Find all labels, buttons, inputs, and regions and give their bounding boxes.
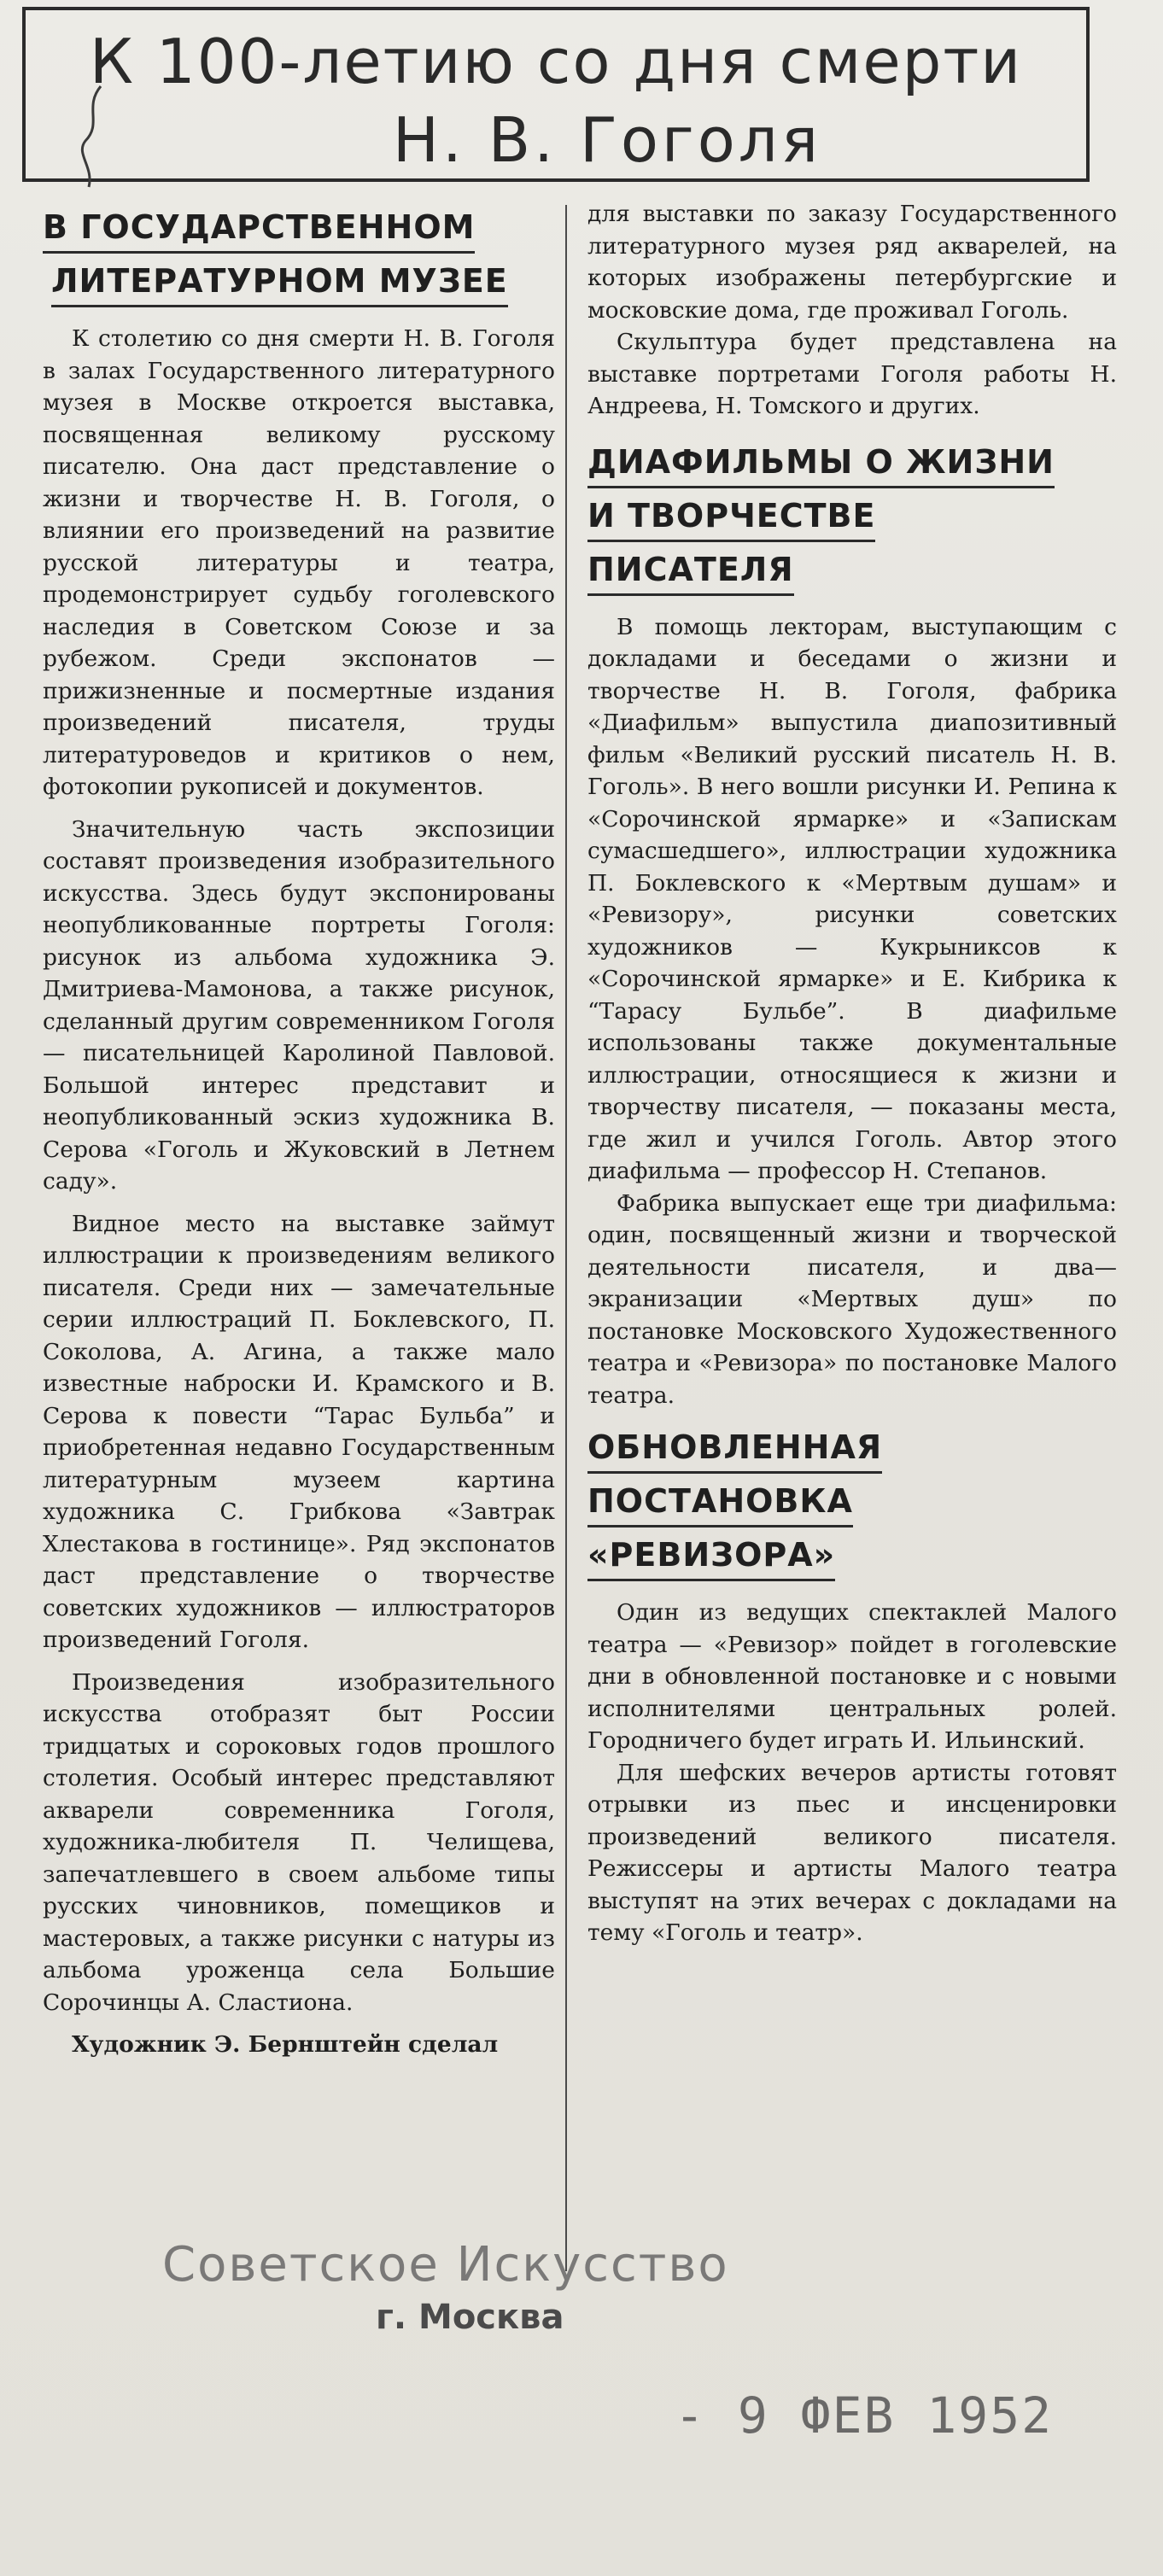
article-paragraph: для выставки по заказу Государственного литературного музея ряд акварелей, на которых изображены петербургские и московские дома, где проживал Гоголь. — [587, 201, 1117, 324]
section-heading-revizor — [587, 1427, 1117, 1581]
article-paragraph: К столетию со дня смерти Н. В. Гоголя в залах Государственного литературного музея в Москве откроется выставка, посвященная великому русскому писателю. Она даст представление о жизни и творчестве Н. В. Гоголя, о влиянии его произведений на развитие русской литературы и театра, продемонстрирует судьбу гоголевского наследия в Советском Союзе и за рубежом. Среди экспонатов — прижизненные и посмертные издания произведений писателя, труды литературоведов и критиков о нем, фотокопии рукописей и документов. — [43, 325, 555, 800]
article-paragraph: Один из ведущих спектаклей Малого театра — «Ревизор» пойдет в гоголевские дни в обновленной постановке и с новыми исполнителями центральных ролей. Городничего будет играть И. Ильинский. — [587, 1599, 1117, 1754]
left-column — [43, 198, 555, 2061]
article-paragraph: Художник Э. Бернштейн сделал — [72, 2031, 499, 2058]
heading-line: ПИСАТЕЛЯ — [587, 549, 794, 596]
headline-line-2: Н. В. Гоголя — [392, 104, 822, 176]
article-paragraph: Фабрика выпускает еще три диафильма: один, посвященный жизни и творческой деятельности писателя, и два—экранизации «Мертвых душ» по постановке Московского Художественного театра и «Ревизора» по постановке Малого театра. — [587, 1189, 1117, 1409]
headline-line-1: К 100-летию со дня смерти — [89, 26, 1023, 97]
stamp-newspaper-name: Советское Искусство — [162, 2237, 729, 2293]
article-paragraph: Значительную часть экспозиции составят произведения изобразительного искусства. Здесь будут экспонированы неопубликованные портреты Гоголя: рисунок из альбома художника Э. Дмитриева-Мамонова, а также рисунок, сделанный другим современником Гоголя — писательницей Каролиной Павловой. Большой интерес представит и неопубликованный эскиз художника В. Серова «Гоголь и Жуковский в Летнем саду». — [43, 815, 555, 1195]
heading-line: ОБНОВЛЕННАЯ — [587, 1427, 882, 1474]
stamp-city: г. Москва — [376, 2298, 564, 2337]
article-paragraph: Для шефских вечеров артисты готовят отрывки из пьес и инсценировки произведений великого писателя. Режиссеры и артисты Малого театра выступят на этих вечерах с докладами на тему «Гоголь и театр». — [587, 1759, 1117, 1946]
article-paragraph: Скульптура будет представлена на выставке портретами Гоголя работы Н. Андреева, Н. Томского и других. — [587, 329, 1117, 419]
article-paragraph: Произведения изобразительного искусства отобразят быт России тридцатых и сороковых годов прошлого столетия. Особый интерес представляют акварели современника Гоголя, художника-любителя П. Челищева, запечатлевшего в своем альбоме типы русских чиновников, помещиков и мастеровых, а также рисунки с натуры из альбома уроженца села Большие Сорочинцы А. Сластиона. — [43, 1668, 555, 2016]
heading-line: ПОСТАНОВКА — [587, 1481, 853, 1527]
heading-line: И ТВОРЧЕСТВЕ — [587, 495, 875, 542]
heading-line: ЛИТЕРАТУРНОМ МУЗЕЕ — [51, 260, 508, 307]
column-divider — [565, 205, 567, 2271]
newspaper-source-stamp — [162, 2237, 760, 2337]
section-heading-museum — [43, 207, 555, 307]
heading-line: В ГОСУДАРСТВЕННОМ — [43, 207, 475, 254]
date-stamp: - 9 ФЕВ 1952 — [675, 2386, 1054, 2445]
handwritten-pen-mark — [77, 81, 111, 192]
article-paragraph: Видное место на выставке займут иллюстрации к произведениям великого писателя. Среди них — замечательные серии иллюстраций П. Боклевского, П. Соколова, А. Агина, а также мало известные наброски И. Крамского и В. Серова к повести “Тарас Бульба” и приобретенная недавно Государственным литературным музеем картина художника С. Грибкова «Завтрак Хлестакова в гостинице». Ряд экспонатов даст представление о творчестве советских художников — иллюстраторов произведений Гоголя. — [43, 1210, 555, 1653]
heading-line: «РЕВИЗОРА» — [587, 1534, 835, 1581]
right-column — [587, 198, 1117, 1949]
article-paragraph: В помощь лекторам, выступающим с докладами и беседами о жизни и творчестве Н. В. Гоголя, фабрика «Диафильм» выпустила диапозитивный фильм «Великий русский писатель Н. В. Гоголь». В него вошли рисунки И. Репина к «Сорочинской ярмарке» и «Запискам сумасшедшего», иллюстрации художника П. Боклевского к «Мертвым душам» и «Ревизору», рисунки советских художников — Кукрыниксов к «Сорочинской ярмарке» и Е. Кибрика к “Тарасу Бульбе”. В диафильме использованы также документальные иллюстрации, относящиеся к жизни и творчеству писателя, — показаны места, где жил и учился Гоголь. Автор этого диафильма — профессор Н. Степанов. — [587, 613, 1117, 1184]
section-heading-filmstrips — [587, 441, 1117, 596]
heading-line: ДИАФИЛЬМЫ О ЖИЗНИ — [587, 441, 1055, 488]
headline-box — [22, 7, 1090, 182]
